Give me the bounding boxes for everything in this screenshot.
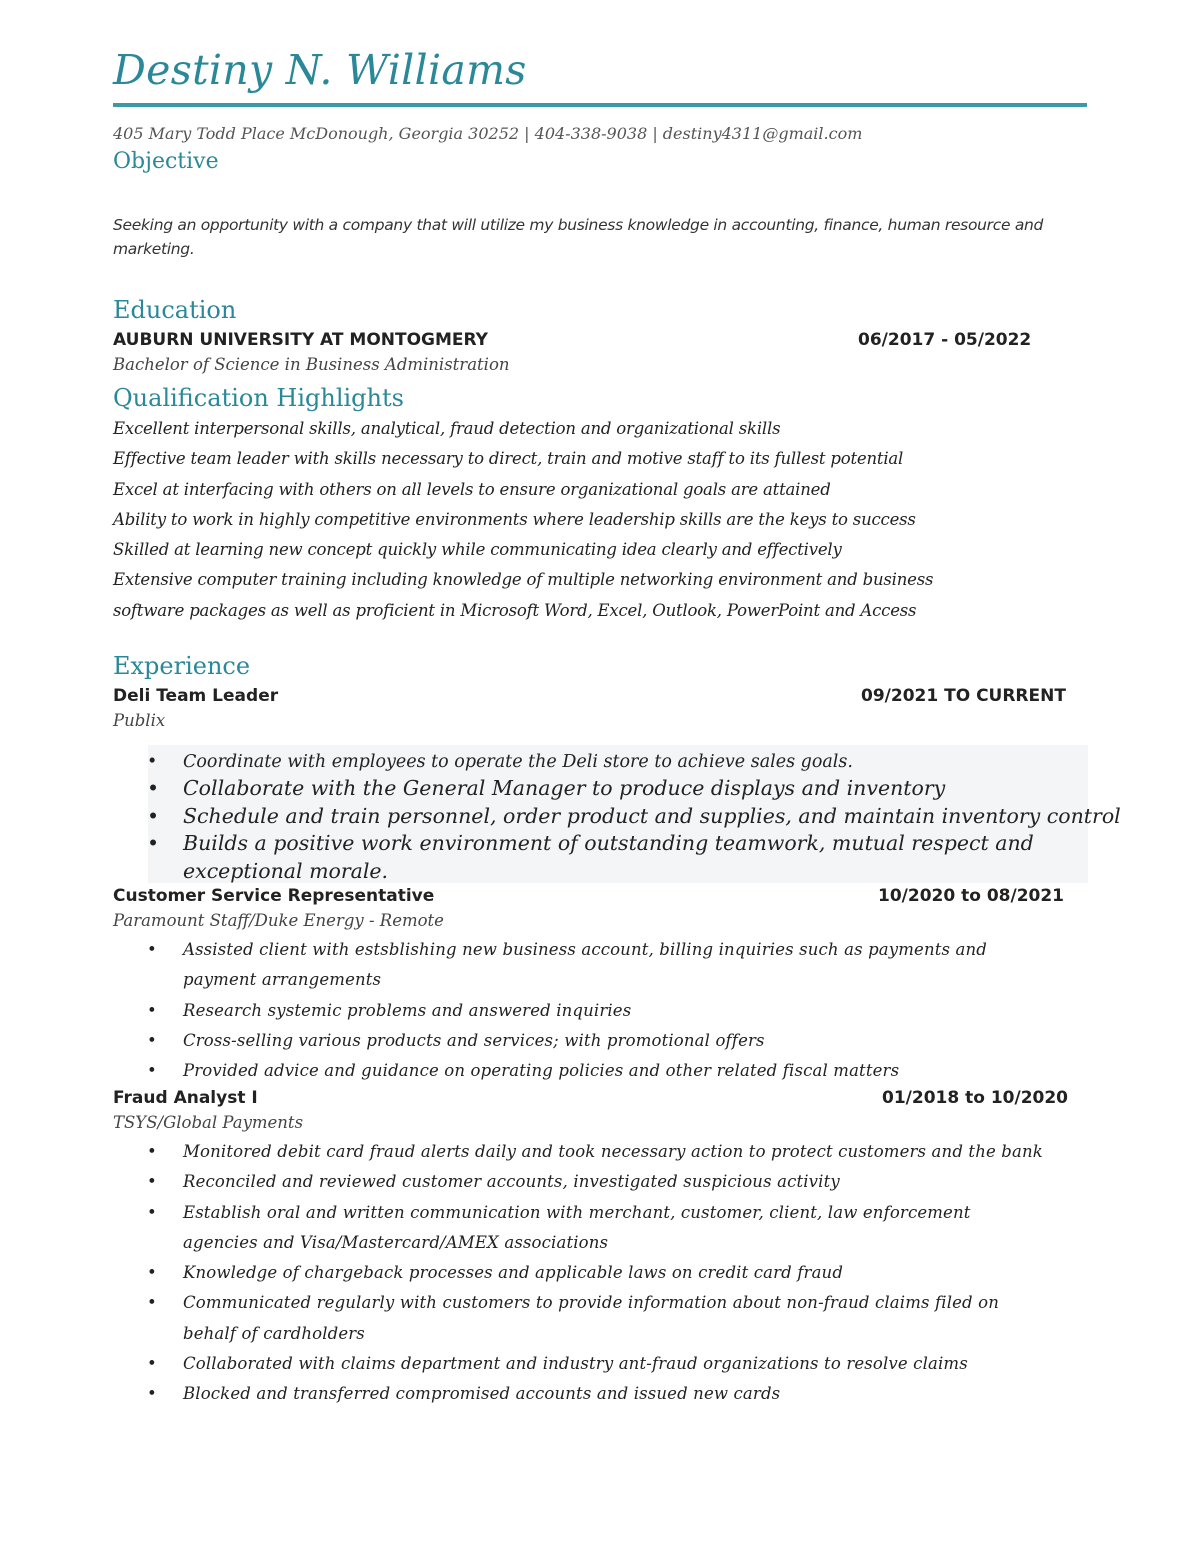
education-heading: Education	[113, 296, 237, 324]
degree: Bachelor of Science in Business Administration	[113, 355, 510, 374]
bullet-icon: •	[147, 776, 160, 800]
list-item: Skilled at learning new concept quickly while communicating idea clearly and effectively	[113, 540, 842, 560]
list-item: • Communicated regularly with customers to provide information about non-fraud claims filed on	[140, 1288, 1043, 1318]
bullet-icon: •	[147, 1384, 157, 1404]
job-duties	[140, 1137, 1043, 1410]
candidate-name: Destiny N. Williams	[113, 46, 527, 94]
list-item: • Builds a positive work environment of outstanding teamwork, mutual respect and	[140, 830, 1121, 858]
objective-text: Seeking an opportunity with a company that will utilize my business knowledge in accounting, finance, human resource and marketing.	[113, 216, 1044, 258]
list-item: Effective team leader with skills necessary to direct, train and motive staff to its fullest potential	[113, 449, 904, 469]
job-duties	[140, 935, 987, 1086]
bullet-icon: •	[147, 803, 160, 828]
objective-heading: Objective	[113, 149, 219, 174]
school-name: AUBURN UNIVERSITY AT MONTOGMERY	[113, 330, 488, 350]
list-item: • Reconciled and reviewed customer accounts, investigated suspicious activity	[140, 1167, 1043, 1197]
list-item: Extensive computer training including knowledge of multiple networking environment and business	[113, 570, 934, 590]
list-item: • Research systemic problems and answered inquiries	[140, 996, 987, 1026]
list-item: • Cross-selling various products and services; with promotional offers	[140, 1026, 987, 1056]
job-dates: 09/2021 TO CURRENT	[861, 686, 1066, 706]
bullet-icon: •	[147, 1354, 157, 1374]
header-divider	[113, 103, 1087, 107]
job-title: Customer Service Representative	[113, 886, 435, 906]
bullet-icon: •	[147, 1202, 157, 1222]
bullet-icon: •	[147, 1061, 157, 1081]
list-item: • Knowledge of chargeback processes and applicable laws on credit card fraud	[140, 1258, 1043, 1288]
list-item: • Provided advice and guidance on operating policies and other related fiscal matters	[140, 1056, 987, 1086]
experience-heading: Experience	[113, 652, 251, 680]
company-name: TSYS/Global Payments	[113, 1113, 304, 1132]
list-item: • Coordinate with employees to operate the Deli store to achieve sales goals.	[140, 749, 1121, 775]
bullet-icon: •	[147, 1293, 157, 1313]
job-title: Fraud Analyst I	[113, 1088, 258, 1108]
job-dates: 10/2020 to 08/2021	[878, 886, 1065, 906]
list-item: Excellent interpersonal skills, analytical, fraud detection and organizational skills	[113, 419, 781, 438]
list-item: • Monitored debit card fraud alerts daily and took necessary action to protect customers and the bank	[140, 1137, 1043, 1167]
list-item: • Collaborated with claims department and industry ant-fraud organizations to resolve claims	[140, 1349, 1043, 1379]
list-item: • Schedule and train personnel, order product and supplies, and maintain inventory control	[140, 803, 1121, 831]
job-dates: 01/2018 to 10/2020	[882, 1088, 1069, 1108]
list-item-continuation: agencies and Visa/Mastercard/AMEX associations	[183, 1232, 609, 1252]
list-item: • Establish oral and written communication with merchant, customer, client, law enforcement	[140, 1198, 1043, 1228]
job-duties	[140, 749, 1121, 885]
education-dates: 06/2017 - 05/2022	[858, 330, 1032, 350]
bullet-icon: •	[147, 831, 160, 855]
qualification-list	[113, 417, 1073, 629]
bullet-icon: •	[147, 1000, 157, 1020]
list-item-continuation: payment arrangements	[183, 970, 382, 990]
contact-info: 405 Mary Todd Place McDonough, Georgia 30252 | 404-338-9038 | destiny4311@gmail.com	[113, 124, 863, 143]
list-item: • Blocked and transferred compromised accounts and issued new cards	[140, 1379, 1043, 1409]
bullet-icon: •	[147, 1142, 157, 1161]
job-title: Deli Team Leader	[113, 686, 279, 706]
company-name: Publix	[113, 711, 166, 730]
list-item: Ability to work in highly competitive environments where leadership skills are the keys to success	[113, 509, 916, 529]
bullet-icon: •	[147, 1263, 157, 1283]
company-name: Paramount Staff/Duke Energy - Remote	[113, 911, 444, 930]
bullet-icon: •	[147, 940, 157, 959]
list-item-continuation: exceptional morale.	[183, 858, 389, 883]
list-item: software packages as well as proficient in Microsoft Word, Excel, Outlook, PowerPoint and Access	[113, 600, 917, 620]
list-item: • Assisted client with estsblishing new business account, billing inquiries such as payments and	[140, 935, 987, 965]
bullet-icon: •	[147, 1172, 157, 1192]
bullet-icon: •	[147, 752, 158, 772]
bullet-icon: •	[147, 1030, 157, 1050]
list-item: Excel at interfacing with others on all levels to ensure organizational goals are attained	[113, 479, 831, 499]
qualifications-heading: Qualification Highlights	[113, 384, 404, 412]
list-item-continuation: behalf of cardholders	[183, 1323, 365, 1343]
list-item: • Collaborate with the General Manager to produce displays and inventory	[140, 775, 1121, 803]
